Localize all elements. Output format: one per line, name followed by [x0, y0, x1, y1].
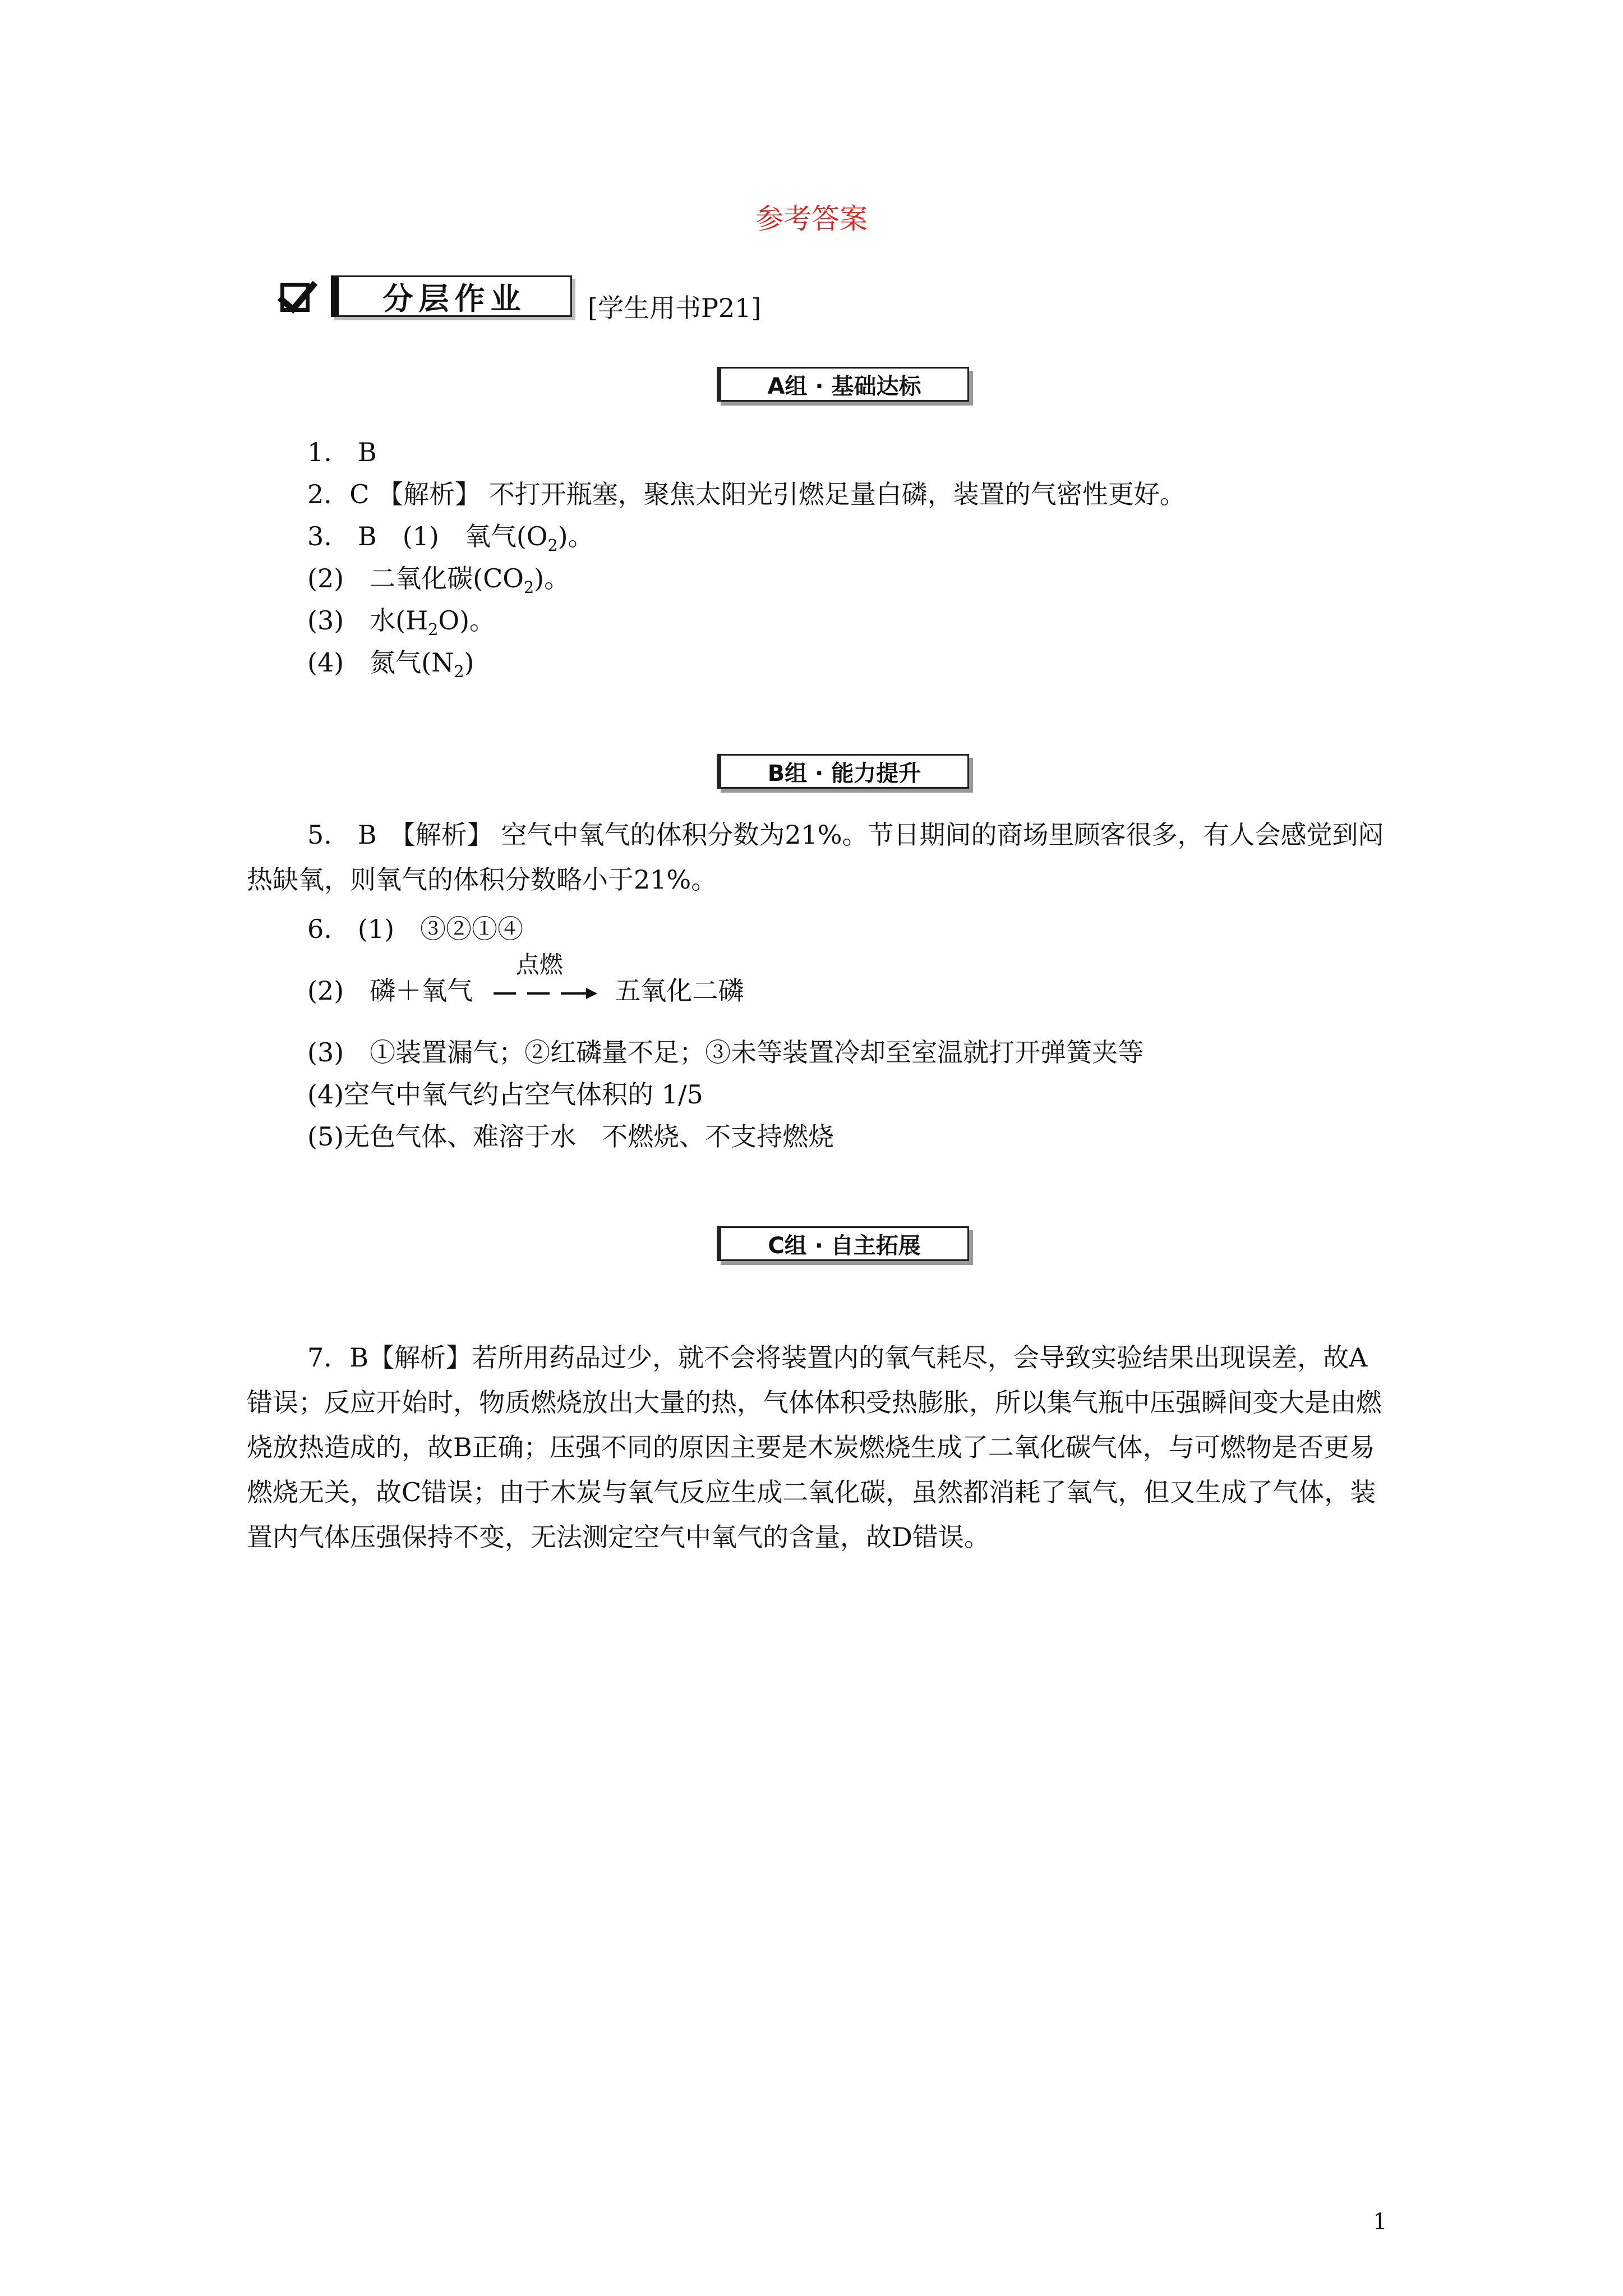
answer-3-2: (2) 二氧化碳$(CO_2)$。	[307, 563, 570, 597]
answer-2: 2．C 【解析】 不打开瓶塞，聚焦太阳光引燃足量白磷，装置的气密性更好。	[307, 479, 1186, 509]
section-header	[280, 268, 761, 324]
page-title: 参考答案	[755, 203, 868, 235]
checkbox-icon	[280, 277, 319, 315]
answer-3-4: (4) 氮气$(N_2)$	[307, 647, 474, 682]
answer-6-2: (2) 磷＋氧气 点燃 五氧化二磷	[307, 970, 744, 1007]
book-reference: [学生用书P21]	[588, 293, 762, 323]
reaction-condition: 点燃	[515, 951, 563, 978]
group-b-badge: B组 · 能力提升	[717, 754, 969, 789]
group-c-badge: C组 · 自主拓展	[717, 1226, 969, 1261]
answer-6-5: (5)无色气体、难溶于水 不燃烧、不支持燃烧	[307, 1121, 834, 1152]
section-label: 分层作业	[331, 275, 572, 317]
answer-6-1: 6. (1) ③②①④	[307, 914, 524, 944]
answer-3-3: (3) 水$(H_2O)$。	[307, 605, 496, 639]
answer-6-4: (4)空气中氧气约占空气体积的 1/5	[307, 1079, 703, 1110]
answer-3: 3. B (1) 氧气$(O_2)$。	[307, 521, 594, 555]
answer-6-3: (3) ①装置漏气；②红磷量不足；③未等装置冷却至室温就打开弹簧夹等	[307, 1037, 1144, 1068]
page-number: 1	[1373, 2209, 1387, 2235]
answer-7: 7．B【解析】若所用药品过少，就不会将装置内的氧气耗尽，会导致实验结果出现误差，故A错误；反应开始时，物质燃烧放出大量的热，气体体积受热膨胀，所以集气瓶中压强瞬间变大是由燃烧放热造成的，故B正确；压强不同的原因主要是木炭燃烧生成了二氧化碳气体，与可燃物是否更易燃烧无关，故C错误；由于木炭与氧气反应生成二氧化碳，虽然都消耗了氧气，但又生成了气体，装置内气体压强保持不变，无法测定空气中氧气的含量，故D错误。	[247, 1342, 1382, 1552]
reaction-arrow	[488, 951, 600, 1007]
answer-1: 1. B	[307, 437, 377, 467]
group-a-badge: A组 · 基础达标	[717, 367, 969, 402]
answer-5: 5. B 【解析】 空气中氧气的体积分数为21%。节日期间的商场里顾客很多，有人会感觉到闷热缺氧，则氧气的体积分数略小于21%。	[247, 820, 1384, 895]
